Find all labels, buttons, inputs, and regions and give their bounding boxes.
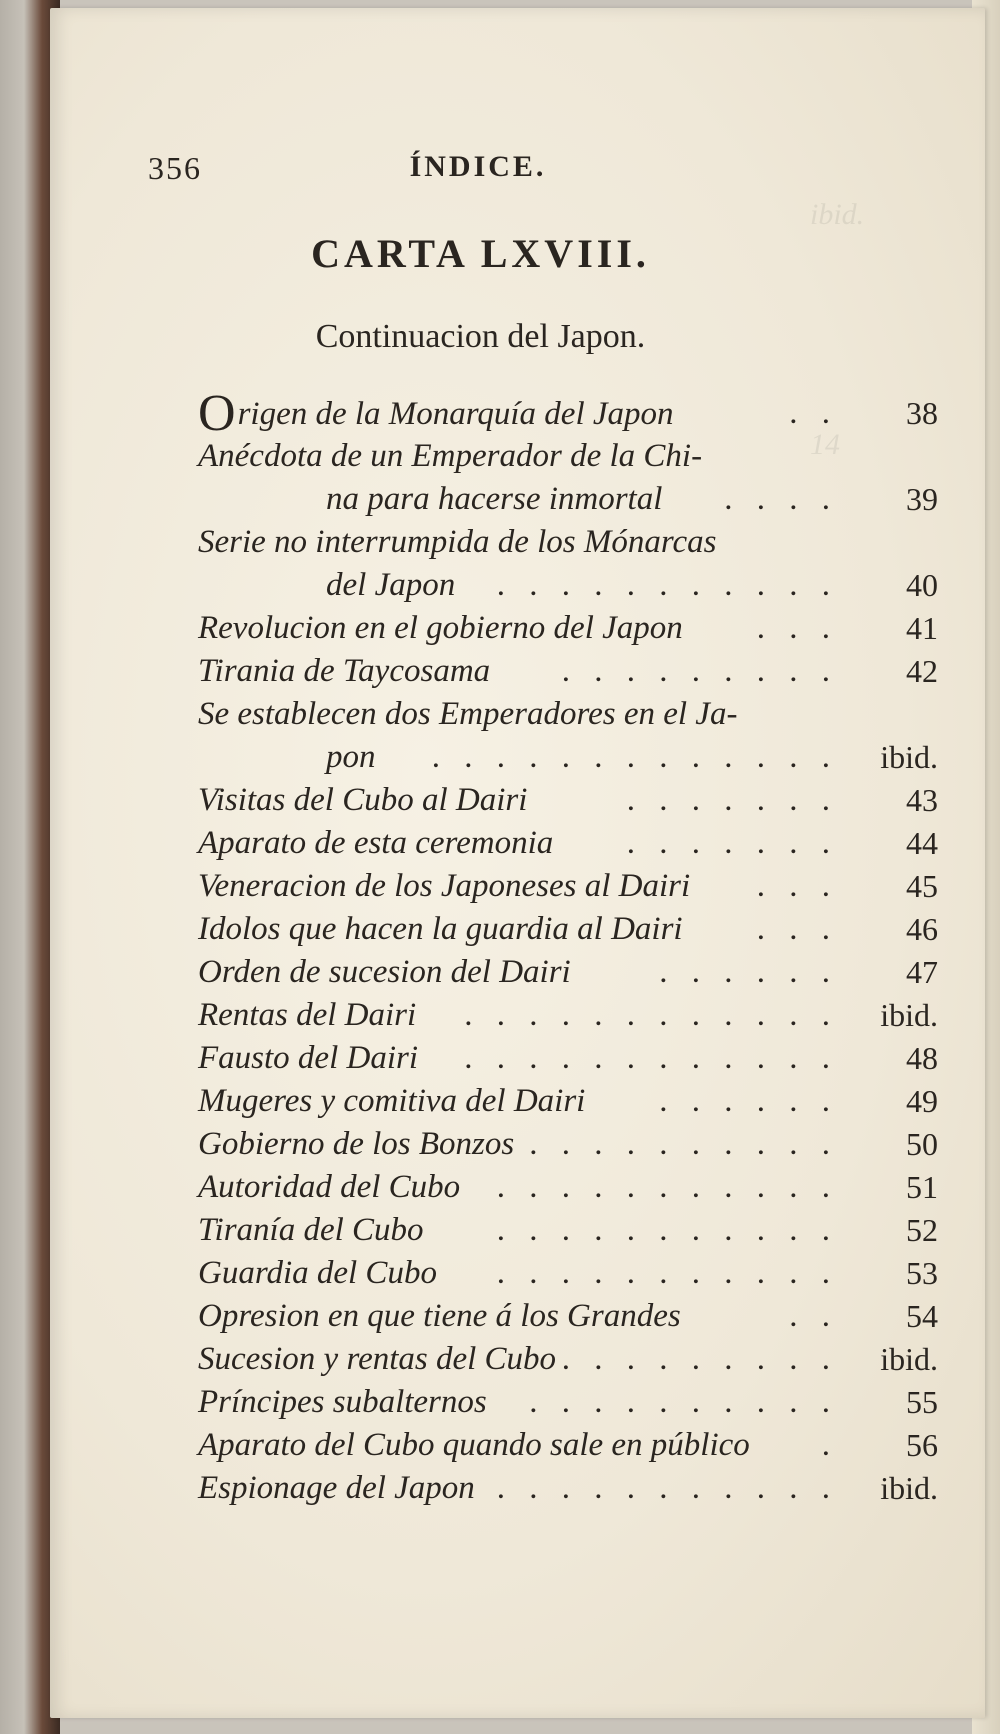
index-entry — [198, 650, 938, 693]
entry-text: Revolucion en el gobierno del Japon — [198, 610, 683, 646]
entry-text: Espionage del Japon — [198, 1470, 475, 1506]
leader-dots: . . . . . . . — [626, 825, 838, 861]
index-entry — [198, 908, 938, 951]
entry-text: Aparato de esta ceremonia — [198, 825, 554, 861]
index-entry — [198, 1209, 938, 1252]
entry-page: 49 — [906, 1083, 938, 1119]
index-entry — [198, 1467, 938, 1510]
entry-text: Tiranía del Cubo — [198, 1212, 424, 1248]
section-title: CARTA LXVIII. — [311, 231, 650, 276]
entry-page: 53 — [906, 1255, 938, 1291]
leader-dots: . . . . . . . — [626, 782, 838, 818]
leader-dots: . . . — [756, 911, 838, 947]
entry-page: 42 — [906, 653, 938, 689]
index-entry — [198, 779, 938, 822]
entry-page: 41 — [906, 610, 938, 646]
entry-page: 40 — [906, 567, 938, 603]
entry-page: 43 — [906, 782, 938, 818]
leader-dots: . . . . . . . . . . — [529, 1126, 838, 1162]
index-entry-continuation — [198, 736, 938, 779]
index-entry — [198, 1252, 938, 1295]
leader-dots: . . — [789, 1298, 838, 1334]
entry-text: Orden de sucesion del Dairi — [198, 954, 571, 990]
leader-dots: . . . . . . . . . . . . — [464, 997, 838, 1033]
drop-cap: O — [198, 385, 236, 442]
index-entry — [198, 1123, 938, 1166]
entry-page: 48 — [906, 1040, 938, 1076]
index-entry — [198, 951, 938, 994]
entry-page: 44 — [906, 825, 938, 861]
entry-text: Tirania de Taycosama — [198, 653, 491, 689]
entry-text: rigen de la Monarquía del Japon — [237, 396, 674, 432]
leader-dots: . . . — [756, 610, 838, 646]
entry-page: 55 — [906, 1384, 938, 1420]
page-header — [148, 150, 808, 200]
page-number: 356 — [148, 150, 202, 186]
index-entry — [198, 1338, 938, 1381]
leader-dots: . . . . . . . . . . . — [496, 1255, 838, 1291]
leader-dots: . . . . . . — [659, 954, 838, 990]
entry-text: Mugeres y comitiva del Dairi — [198, 1083, 586, 1119]
entry-text: Serie no interrumpida de los Mónarcas — [198, 524, 717, 560]
index-entry — [198, 385, 938, 442]
entry-page: ibid. — [880, 1470, 938, 1506]
entry-text: Sucesion y rentas del Cubo — [198, 1341, 557, 1377]
entry-text: del Japon — [326, 567, 456, 603]
entry-text: pon — [326, 739, 376, 775]
leader-dots: . . — [789, 395, 838, 431]
section-subtitle: Continuacion del Japon. — [315, 318, 646, 355]
index-entries — [198, 385, 938, 1510]
entry-text: Se establecen dos Emperadores en el Ja- — [198, 696, 738, 732]
leader-dots: . . . . . . . . . . . — [496, 1169, 838, 1205]
leader-dots: . . . . . . . . . . . . — [464, 1040, 838, 1076]
entry-page: 54 — [906, 1298, 938, 1334]
index-entry — [198, 865, 938, 908]
leader-dots: . . . . . . . . . . . — [496, 1212, 838, 1248]
entry-text: Fausto del Dairi — [198, 1040, 418, 1076]
leader-dots: . . . . . . . . . — [561, 653, 838, 689]
entry-text: Anécdota de un Emperador de la Chi- — [198, 438, 703, 474]
entry-text: Opresion en que tiene á los Grandes — [198, 1298, 681, 1334]
running-title: ÍNDICE. — [409, 150, 547, 183]
leader-dots: . . . . . . . . . . — [529, 1384, 838, 1420]
entry-text: Autoridad del Cubo — [198, 1169, 461, 1205]
index-entry — [198, 693, 938, 736]
show-through-text: ibid. — [810, 198, 865, 231]
entry-page: 45 — [906, 868, 938, 904]
index-entry — [198, 822, 938, 865]
entry-page: 38 — [906, 395, 938, 431]
index-entry-continuation — [198, 564, 938, 607]
leader-dots: . . . . . . . . . . . . . — [431, 739, 838, 775]
entry-text: Idolos que hacen la guardia al Dairi — [198, 911, 683, 947]
leader-dots: . . . — [756, 868, 838, 904]
entry-text: Príncipes subalternos — [198, 1384, 487, 1420]
leader-dots: . . . . . . — [659, 1083, 838, 1119]
entry-text: Veneracion de los Japoneses al Dairi — [198, 868, 691, 904]
entry-text: Aparato del Cubo quando sale en público — [198, 1427, 750, 1463]
index-entry — [198, 1080, 938, 1123]
entry-text: Visitas del Cubo al Dairi — [198, 782, 528, 818]
entry-page: 47 — [906, 954, 938, 990]
index-entry — [198, 994, 938, 1037]
entry-page: 51 — [906, 1169, 938, 1205]
entry-page: 52 — [906, 1212, 938, 1248]
leader-dots: . . . . . . . . . . . — [496, 1470, 838, 1506]
index-entry-continuation — [198, 478, 938, 521]
index-entry — [198, 607, 938, 650]
entry-page: 39 — [906, 481, 938, 517]
entry-page: 46 — [906, 911, 938, 947]
show-through-text: 14 — [810, 428, 840, 461]
entry-page: ibid. — [880, 1341, 938, 1377]
leader-dots: . — [821, 1427, 838, 1463]
entry-text: Gobierno de los Bonzos — [198, 1126, 515, 1162]
entry-page: ibid. — [880, 997, 938, 1033]
entry-page: 56 — [906, 1427, 938, 1463]
index-entry — [198, 521, 938, 564]
entry-page: ibid. — [880, 739, 938, 775]
leader-dots: . . . . — [724, 481, 838, 517]
index-entry — [198, 1381, 938, 1424]
index-entry — [198, 1037, 938, 1080]
index-entry — [198, 1166, 938, 1209]
entry-text: Rentas del Dairi — [198, 997, 417, 1033]
entry-text: Guardia del Cubo — [198, 1255, 437, 1291]
leader-dots: . . . . . . . . . . . — [496, 567, 838, 603]
entry-text: na para hacerse inmortal — [326, 481, 663, 517]
index-entry — [198, 1295, 938, 1338]
leader-dots: . . . . . . . . . — [561, 1341, 838, 1377]
entry-page: 50 — [906, 1126, 938, 1162]
index-entry — [198, 1424, 938, 1467]
index-entry — [198, 435, 938, 478]
